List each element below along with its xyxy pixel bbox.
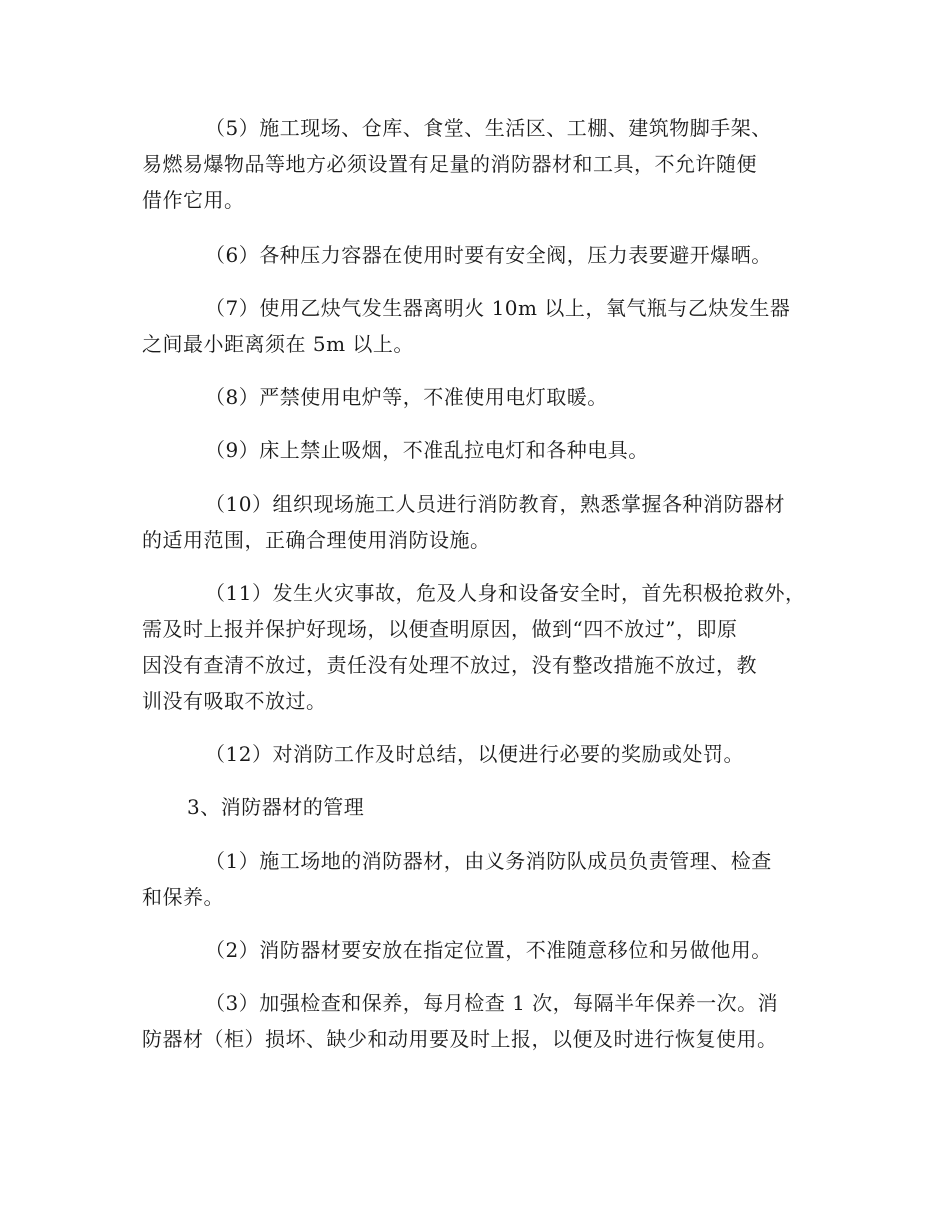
equipment-item-3-line-2: 防器材（柜）损坏、缺少和动用要及时上报，以便及时进行恢复使用。 [142, 1027, 778, 1051]
paragraph-12-line-1: （12）对消防工作及时总结，以便进行必要的奖励或处罚。 [205, 742, 744, 766]
paragraph-11-line-4: 训没有吸取不放过。 [142, 689, 327, 713]
equipment-item-3-line-1: （3）加强检查和保养，每月检查 1 次，每隔半年保养一次。消 [205, 991, 779, 1015]
paragraph-5-line-2: 易燃易爆物品等地方必须设置有足量的消防器材和工具，不允许随便 [142, 152, 757, 176]
paragraph-5-line-1: （5）施工现场、仓库、食堂、生活区、工棚、建筑物脚手架、 [205, 116, 772, 140]
equipment-item-1-line-1: （1）施工场地的消防器材，由义务消防队成员负责管理、检查 [205, 849, 772, 873]
paragraph-10-line-1: （10）组织现场施工人员进行消防教育，熟悉掌握各种消防器材 [205, 492, 785, 516]
paragraph-11-line-1: （11）发生火灾事故，危及人身和设备安全时，首先积极抢救外， [205, 581, 806, 605]
paragraph-7-line-2: 之间最小距离须在 5m 以上。 [142, 332, 414, 356]
equipment-item-2-line-1: （2）消防器材要安放在指定位置，不准随意移位和另做他用。 [205, 938, 772, 962]
section-heading-fire-equipment: 3、消防器材的管理 [187, 795, 365, 819]
paragraph-5-line-3: 借作它用。 [142, 188, 245, 212]
paragraph-11-line-3: 因没有查清不放过，责任没有处理不放过，没有整改措施不放过，教 [142, 653, 757, 677]
paragraph-7-line-1: （7）使用乙炔气发生器离明火 10m 以上，氧气瓶与乙炔发生器 [205, 296, 791, 320]
paragraph-6-line-1: （6）各种压力容器在使用时要有安全阀，压力表要避开爆晒。 [205, 243, 772, 267]
paragraph-9-line-1: （9）床上禁止吸烟，不准乱拉电灯和各种电具。 [205, 438, 649, 462]
paragraph-11-line-2: 需及时上报并保护好现场，以便查明原因，做到“四不放过”，即原 [142, 617, 738, 641]
paragraph-10-line-2: 的适用范围，正确合理使用消防设施。 [142, 528, 491, 552]
equipment-item-1-line-2: 和保养。 [142, 885, 224, 909]
paragraph-8-line-1: （8）严禁使用电炉等，不准使用电灯取暖。 [205, 385, 608, 409]
